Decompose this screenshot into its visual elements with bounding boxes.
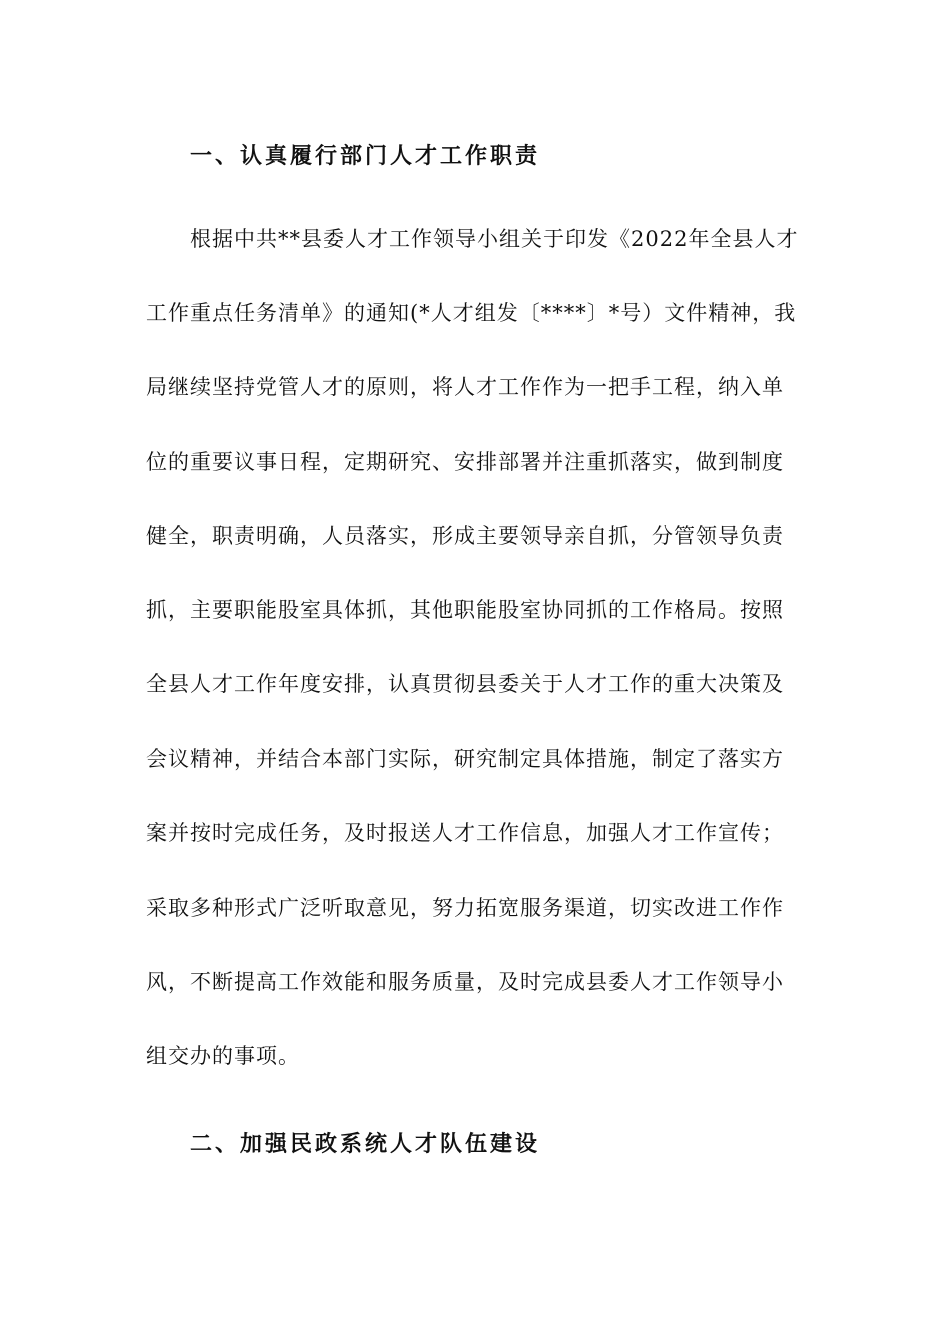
paragraph-line-8: 会议精神，并结合本部门实际，研究制定具体措施，制定了落实方	[146, 747, 784, 771]
paragraph-line-11: 风，不断提高工作效能和服务质量，及时完成县委人才工作领导小	[146, 970, 784, 994]
paragraph-line-6: 抓，主要职能股室具体抓，其他职能股室协同抓的工作格局。按照	[146, 598, 784, 622]
paragraph-line-7: 全县人才工作年度安排，认真贯彻县委关于人才工作的重大决策及	[146, 672, 784, 696]
paragraph-line-4: 位的重要议事日程，定期研究、安排部署并注重抓落实，做到制度	[146, 450, 784, 474]
paragraph-line-12: 组交办的事项。	[146, 1044, 300, 1068]
paragraph-line-5: 健全，职责明确，人员落实，形成主要领导亲自抓，分管领导负责	[146, 524, 784, 548]
section-heading-1: 一、认真履行部门人才工作职责	[190, 143, 541, 169]
paragraph-line-9: 案并按时完成任务，及时报送人才工作信息，加强人才工作宣传；	[146, 821, 784, 845]
section-heading-2: 二、加强民政系统人才队伍建设	[190, 1131, 541, 1157]
paragraph-line-2: 工作重点任务清单》的通知(*人才组发〔****〕*号）文件精神，我	[146, 301, 797, 325]
paragraph-line-10: 采取多种形式广泛听取意见，努力拓宽服务渠道，切实改进工作作	[146, 896, 784, 920]
paragraph-line-3: 局继续坚持党管人才的原则，将人才工作作为一把手工程，纳入单	[146, 375, 784, 399]
paragraph-line-1: 根据中共**县委人才工作领导小组关于印发《2022年全县人才	[190, 227, 799, 251]
